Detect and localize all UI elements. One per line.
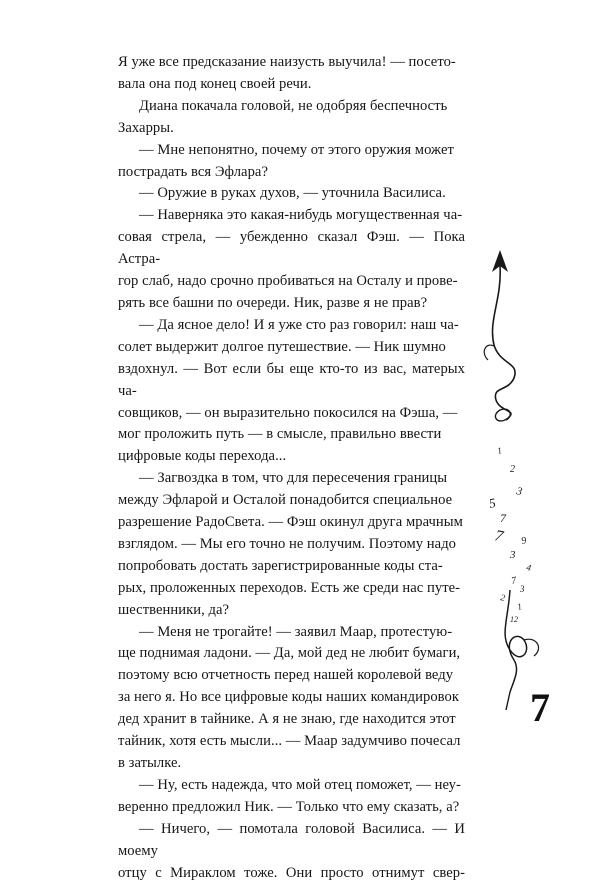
paragraph	[118, 140, 465, 184]
ornament-digit: 4	[525, 562, 533, 573]
text-line: шественники, да?	[118, 601, 230, 618]
paragraph	[118, 819, 465, 884]
text-line: разрешение РадоСвета. — Фэш окинул друга мрачным	[118, 514, 463, 531]
text-line: Диана покачала головой, не одобряя беспечность	[139, 97, 448, 114]
text-line: отцу с Мираклом тоже. Они просто отнимут свер-	[118, 864, 465, 881]
text-line: в затылке.	[118, 755, 182, 771]
page-number: 7	[530, 685, 550, 730]
paragraph	[118, 775, 465, 819]
clock-hand-ornament	[470, 240, 560, 710]
ornament-digit: 7	[510, 575, 518, 587]
ornament-drawing	[470, 240, 560, 710]
text-line: между Эфларой и Осталой понадобится специальное	[118, 492, 453, 509]
text-line: ще поднимая ладони. — Да, мой дед не любит бумаги,	[118, 645, 461, 662]
text-line: — Загвоздка в том, что для пересечения границы	[139, 470, 448, 487]
ornament-digit: 2	[499, 592, 507, 603]
paragraph	[118, 622, 465, 775]
paragraph	[118, 205, 465, 315]
ornament-digit: 5	[487, 494, 497, 511]
text-line: вала она под конец своей речи.	[118, 75, 312, 92]
text-line: взглядом. — Мы его точно не получим. Поэтому надо	[118, 535, 457, 552]
ornament-digit: 7	[493, 527, 505, 546]
text-line: пострадать вся Эфлара?	[118, 163, 268, 180]
text-line: мог проложить путь — в смысле, правильно ввести	[118, 426, 442, 443]
text-line: вздохнул. — Вот если бы еще кто-то из вас, матерых ча-	[118, 360, 465, 399]
text-line: совая стрела, — убежденно сказал Фэш. — Пока Астра-	[118, 229, 465, 268]
ornament-digit: 2	[510, 464, 515, 475]
text-line: — Наверняка это какая-нибудь могущественная ча-	[139, 207, 463, 224]
paragraph	[118, 96, 465, 140]
ornament-digit: 7	[500, 511, 506, 525]
text-line: — Ничего, — помотала головой Василиса. — И моему	[118, 820, 465, 859]
text-line: попробовать достать зарегистрированные коды ста-	[118, 557, 443, 574]
ornament-flourish-upper	[492, 266, 515, 418]
ornament-curl	[484, 345, 494, 360]
text-line: тайник, хотя есть мысли... — Маар задумчиво почесал	[118, 733, 461, 750]
text-line: Я уже все предсказание наизусть выучила! — посето-	[118, 54, 456, 70]
ornament-digit: 1	[496, 445, 503, 456]
text-line: веренно предложил Ник. — Только что ему сказать, а?	[118, 798, 460, 815]
ornament-digit: 12	[510, 615, 518, 624]
text-line: Захарры.	[118, 119, 174, 136]
text-line: совщиков, — он выразительно покосился на Фэша, —	[118, 404, 458, 421]
text-line: — Да ясное дело! И я уже сто раз говорил: наш ча-	[139, 316, 459, 333]
text-line: рять все башни по очереди. Ник, разве я не прав?	[118, 294, 428, 311]
text-line: рых, проложенных переходов. Есть же среди нас путе-	[118, 579, 461, 596]
text-line: поэтому всю отчетность перед нашей королевой веду	[118, 667, 454, 684]
ornament-digit: 3	[520, 584, 525, 594]
paragraph	[118, 315, 465, 468]
text-line: гор слаб, надо срочно пробиваться на Осталу и прове-	[118, 273, 458, 290]
ornament-digit: 3	[515, 485, 524, 499]
text-line: — Оружие в руках духов, — уточнила Василиса.	[139, 185, 446, 202]
paragraph	[118, 52, 465, 96]
ornament-flourish-lower	[505, 590, 527, 692]
text-line: за него я. Но все цифровые коды наших командировок	[118, 689, 459, 706]
paragraph	[118, 468, 465, 621]
ornament-digit: 9	[520, 535, 528, 547]
ornament-digit: 1	[516, 601, 523, 612]
text-line: — Мне непонятно, почему от этого оружия может	[139, 141, 454, 158]
text-line: цифровые коды перехода...	[118, 448, 287, 465]
ornament-digit: 3	[510, 549, 516, 561]
text-line: дед хранит в тайнике. А я не знаю, где находится этот	[118, 711, 456, 728]
paragraph	[118, 183, 465, 205]
text-line: солет выдержит долгое путешествие. — Ник шумно	[118, 338, 446, 355]
body-text	[118, 52, 465, 884]
ornament-lower-tail	[506, 692, 510, 710]
text-line: — Ну, есть надежда, что мой отец поможет, — неу-	[139, 776, 461, 793]
text-line: — Меня не трогайте! — заявил Маар, протестую-	[139, 623, 453, 640]
